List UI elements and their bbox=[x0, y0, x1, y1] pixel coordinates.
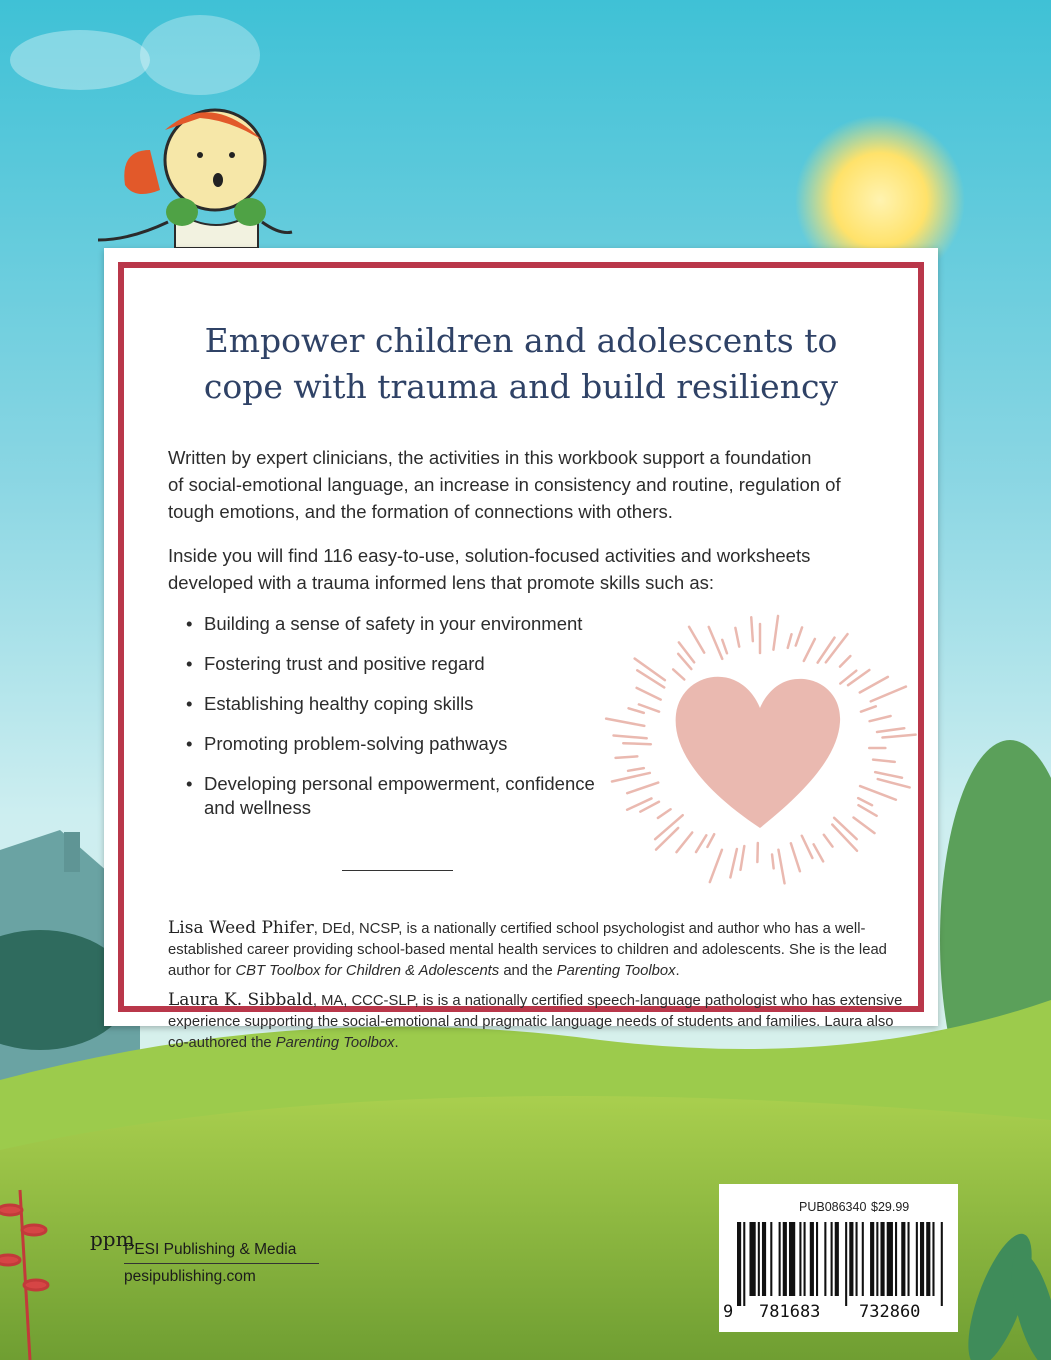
barcode-bar bbox=[926, 1222, 930, 1296]
heart-ray bbox=[818, 638, 835, 663]
isbn-group-2: 732860 bbox=[859, 1302, 921, 1322]
heart-ray bbox=[788, 634, 792, 648]
barcode-bar bbox=[799, 1222, 801, 1296]
heart-ray bbox=[861, 706, 876, 711]
barcode-bar bbox=[824, 1222, 826, 1296]
publisher-block bbox=[86, 1226, 326, 1296]
barcode-bar bbox=[876, 1222, 878, 1296]
barcode-bar bbox=[901, 1222, 905, 1296]
heart-ray bbox=[873, 760, 895, 762]
publisher-logo bbox=[86, 1226, 135, 1294]
skill-item: • Fostering trust and positive regard bbox=[184, 652, 654, 676]
logo-text: ppm bbox=[90, 1227, 135, 1251]
heart-ray bbox=[858, 805, 876, 816]
author-bio-text: . bbox=[394, 1035, 399, 1051]
barcode-bar bbox=[770, 1222, 772, 1296]
heart-ray bbox=[826, 634, 848, 662]
author-bio-1 bbox=[168, 918, 908, 982]
heart-ray bbox=[804, 639, 815, 661]
barcode-bar bbox=[856, 1222, 858, 1296]
heart-ray bbox=[773, 616, 778, 650]
author-credentials: , MA, CCC-SLP, bbox=[312, 993, 419, 1009]
publisher-url[interactable]: pesipublishing.com bbox=[124, 1268, 256, 1285]
headline-line-2: cope with trauma and build resiliency bbox=[203, 367, 839, 406]
barcode-bars bbox=[737, 1222, 947, 1306]
heart-ray bbox=[860, 786, 896, 800]
author-bio-text: is a nationally certified school psychologist and author who has a well-established career providing school-based mental health services to children and adolescents. She is the lead author for bbox=[168, 921, 887, 979]
heart-illustration bbox=[610, 618, 910, 878]
barcode-bar bbox=[895, 1222, 897, 1296]
heart-ray bbox=[628, 768, 644, 771]
heart-ray bbox=[870, 716, 891, 721]
heart-ray bbox=[722, 640, 727, 653]
heart-ray bbox=[860, 677, 888, 693]
heart-ray bbox=[614, 735, 647, 738]
skill-item: • Building a sense of safety in your environment bbox=[184, 612, 654, 636]
isbn-group-1: 781683 bbox=[759, 1302, 821, 1322]
cloud-1 bbox=[10, 30, 150, 90]
skills-list bbox=[184, 612, 654, 836]
heart-ray bbox=[730, 849, 737, 877]
author-bio-text: and the bbox=[499, 963, 557, 979]
barcode-bar bbox=[816, 1222, 818, 1296]
heart-ray bbox=[627, 783, 658, 794]
skill-item: • Establishing healthy coping skills bbox=[184, 692, 654, 716]
skill-item: • Promoting problem-solving pathways bbox=[184, 732, 654, 756]
book-title: Parenting Toolbox bbox=[556, 963, 676, 979]
heart-ray bbox=[658, 809, 671, 818]
barcode-bar bbox=[758, 1222, 760, 1296]
intro-paragraph bbox=[168, 444, 883, 525]
barcode-bar bbox=[749, 1222, 755, 1296]
heart-ray bbox=[772, 854, 774, 868]
heart-ray bbox=[824, 835, 833, 847]
publisher-name: PESI Publishing & Media bbox=[124, 1241, 297, 1258]
heart-ray bbox=[676, 832, 692, 852]
publisher-rule bbox=[124, 1263, 319, 1264]
barcode-bar bbox=[907, 1222, 909, 1296]
heart-ray bbox=[875, 772, 902, 778]
heart-ray bbox=[629, 708, 644, 713]
heart-ray bbox=[709, 627, 723, 659]
heart-ray bbox=[751, 617, 753, 641]
heart-ray bbox=[673, 669, 684, 679]
heart-ray bbox=[616, 756, 638, 757]
author-credentials: , DEd, NCSP, bbox=[313, 921, 403, 937]
barcode-bar bbox=[737, 1222, 741, 1306]
book-title: CBT Toolbox for Children & Adolescents bbox=[235, 963, 500, 979]
product-code: PUB086340 bbox=[799, 1200, 867, 1214]
barcode-bar bbox=[831, 1222, 833, 1296]
heart-ray bbox=[878, 779, 910, 787]
author-bio-text: is is a nationally certified speech-language pathologist who has extensive experience supporting the social-emotional and pragmatic language needs of students and families. Laura also co-authored the bbox=[168, 993, 903, 1051]
heart-ray bbox=[840, 656, 850, 667]
heart-ray bbox=[606, 719, 644, 726]
heart-ray bbox=[854, 818, 875, 834]
barcode-box bbox=[719, 1184, 958, 1332]
inside-paragraph bbox=[168, 542, 883, 596]
barcode-bar bbox=[779, 1222, 781, 1296]
heart-ray bbox=[679, 642, 694, 662]
heart-ray bbox=[791, 843, 800, 871]
heart-icon bbox=[676, 677, 840, 828]
price: $29.99 bbox=[871, 1200, 910, 1214]
barcode-bar bbox=[849, 1222, 853, 1296]
section-divider bbox=[342, 870, 453, 871]
heart-ray bbox=[877, 728, 904, 732]
heart-ray bbox=[637, 688, 661, 700]
barcode-bar bbox=[880, 1222, 884, 1296]
inside-line-1: Inside you will find 116 easy-to-use, solution-focused activities and worksheets bbox=[168, 545, 811, 566]
barcode-bar bbox=[789, 1222, 795, 1296]
heart-ray bbox=[707, 834, 714, 847]
intro-line-1: Written by expert clinicians, the activities in this workbook support a foundation bbox=[168, 447, 812, 468]
heart-ray bbox=[612, 773, 650, 782]
barcode-bar bbox=[870, 1222, 874, 1296]
barcode-bar bbox=[804, 1222, 806, 1296]
headline-line-1: Empower children and adolescents to bbox=[204, 321, 838, 360]
barcode-bar bbox=[845, 1222, 847, 1306]
inside-line-2: developed with a trauma informed lens that promote skills such as: bbox=[168, 572, 715, 593]
barcode-bar bbox=[783, 1222, 787, 1296]
content-panel bbox=[104, 248, 938, 1051]
heart-ray bbox=[696, 835, 706, 852]
barcode-bar bbox=[862, 1222, 864, 1296]
author-name: Laura K. Sibbald bbox=[168, 990, 313, 1010]
cloud-2 bbox=[140, 15, 260, 95]
heart-ray bbox=[858, 798, 872, 805]
author-name: Lisa Weed Phifer bbox=[168, 918, 314, 938]
barcode-bar bbox=[743, 1222, 745, 1306]
heart-ray bbox=[656, 828, 678, 850]
chimney bbox=[64, 832, 80, 872]
heart-ray bbox=[639, 704, 659, 711]
barcode-bar bbox=[762, 1222, 766, 1296]
isbn-prefix: 9 bbox=[723, 1302, 734, 1322]
barcode-bar bbox=[920, 1222, 924, 1296]
heart-ray bbox=[637, 670, 664, 687]
heart-ray bbox=[735, 628, 739, 647]
barcode-bar bbox=[916, 1222, 918, 1296]
heart-ray bbox=[741, 846, 745, 870]
heart-ray bbox=[623, 743, 651, 744]
barcode-bar bbox=[887, 1222, 893, 1296]
heart-ray bbox=[848, 670, 869, 685]
heart-ray bbox=[796, 627, 802, 645]
skill-item: • Developing personal empowerment, confidence and wellness bbox=[184, 772, 624, 820]
barcode-bar bbox=[810, 1222, 814, 1296]
author-bio-text: . bbox=[675, 963, 680, 979]
intro-line-2: of social-emotional language, an increase in consistency and routine, regulation of bbox=[168, 474, 841, 495]
intro-line-3: tough emotions, and the formation of connections with others. bbox=[168, 501, 673, 522]
book-title: Parenting Toolbox bbox=[275, 1035, 395, 1051]
heart-ray bbox=[689, 627, 704, 653]
author-bio-2 bbox=[168, 990, 908, 1054]
heart-ray bbox=[802, 836, 813, 858]
barcode-bar bbox=[835, 1222, 839, 1296]
heart-ray bbox=[814, 844, 824, 861]
heart-ray bbox=[710, 850, 722, 882]
barcode-bar bbox=[932, 1222, 934, 1296]
heart-ray bbox=[871, 687, 906, 702]
barcode-bar bbox=[941, 1222, 943, 1306]
